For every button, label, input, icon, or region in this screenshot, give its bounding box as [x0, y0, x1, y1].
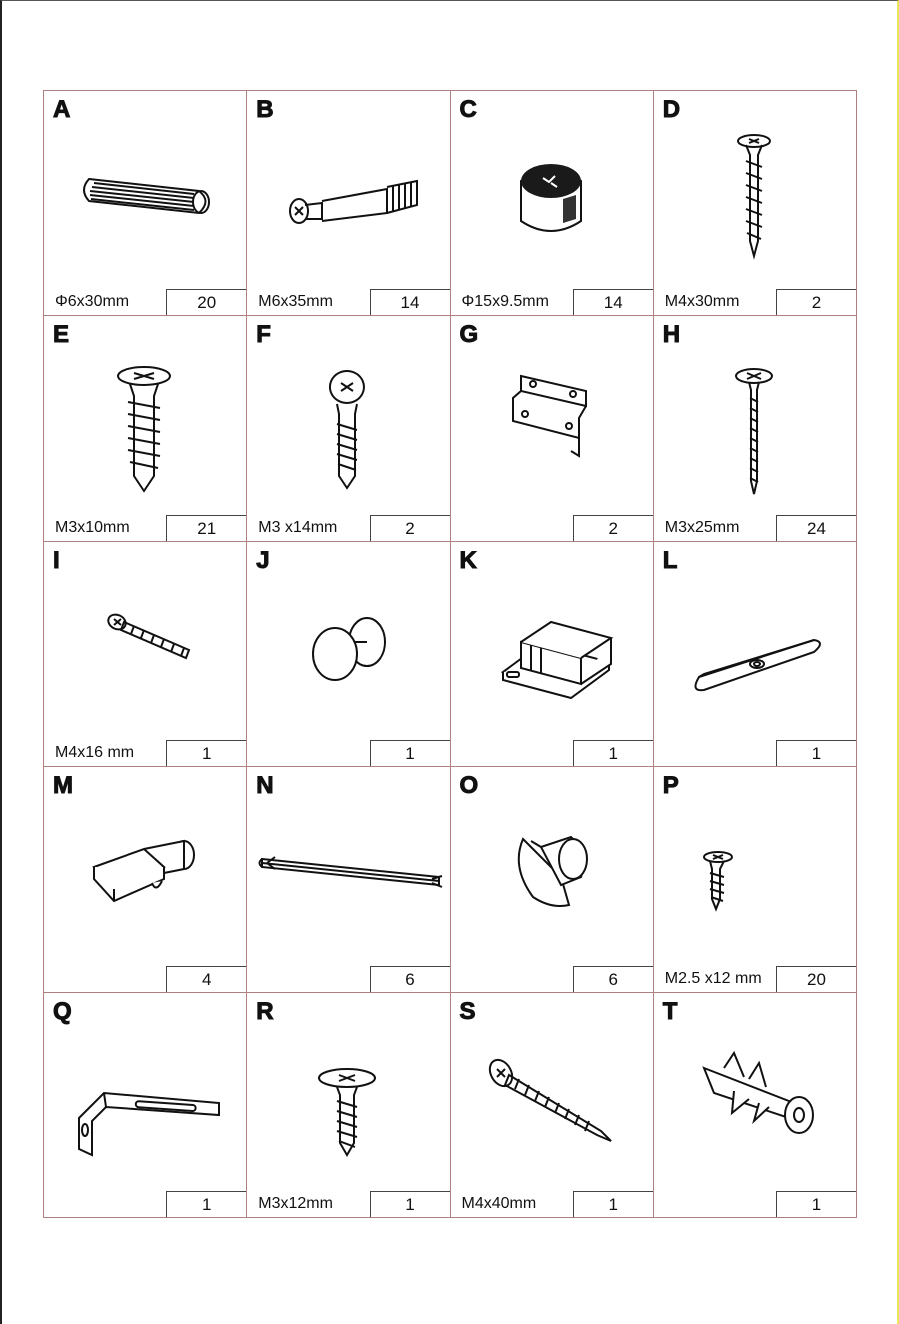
part-quantity: 1 [166, 1191, 246, 1217]
cam-lock-nut-icon [451, 121, 654, 286]
part-quantity: 1 [166, 740, 246, 766]
part-letter: O [459, 772, 479, 800]
part-quantity: 14 [573, 289, 653, 315]
part-quantity: 6 [573, 966, 653, 992]
part-letter: E [53, 321, 70, 349]
part-letter: K [459, 546, 477, 574]
part-cell-g [451, 316, 654, 541]
part-quantity: 21 [166, 515, 246, 541]
part-letter: C [459, 96, 477, 123]
long-screw-icon [654, 121, 857, 286]
part-quantity: 1 [776, 1191, 856, 1217]
part-cell-f [247, 316, 450, 541]
part-letter: B [256, 96, 274, 123]
part-letter: F [256, 321, 271, 349]
part-letter: Q [53, 997, 72, 1025]
part-size: M4x40mm [461, 1194, 537, 1212]
knob-icon [247, 572, 450, 737]
part-letter: D [662, 96, 681, 123]
part-letter: T [662, 997, 678, 1025]
part-quantity: 1 [370, 740, 450, 766]
part-quantity: 1 [370, 1191, 450, 1217]
part-cell-e [44, 316, 247, 541]
part-quantity: 6 [370, 966, 450, 992]
part-cell-t [654, 993, 857, 1218]
part-size: M3x10mm [55, 518, 130, 536]
part-letter: N [256, 772, 274, 800]
part-quantity: 1 [573, 740, 653, 766]
part-cell-p [654, 767, 857, 992]
magnetic-catch-icon [451, 572, 654, 737]
part-quantity: 20 [166, 289, 246, 315]
metal-plate-icon [654, 572, 857, 737]
wafer-head-screw-icon [247, 1023, 450, 1188]
part-cell-k [451, 542, 654, 767]
part-size: Φ15x9.5mm [461, 293, 549, 311]
part-letter: P [662, 772, 679, 800]
part-cell-d [654, 91, 857, 316]
part-quantity: 14 [370, 289, 450, 315]
part-quantity: 24 [776, 515, 856, 541]
part-cell-c [451, 91, 654, 316]
part-letter: J [256, 546, 270, 574]
part-letter: R [256, 997, 274, 1025]
part-cell-j [247, 542, 450, 767]
z-bracket-icon [451, 346, 654, 511]
part-cell-h [654, 316, 857, 541]
shelf-support-icon [44, 797, 247, 962]
part-cell-s [451, 993, 654, 1218]
pin-icon [247, 797, 450, 962]
part-cell-o [451, 767, 654, 992]
part-size: M4x16 mm [55, 744, 135, 762]
part-cell-l [654, 542, 857, 767]
thin-screw-icon [654, 346, 857, 511]
part-quantity: 2 [370, 515, 450, 541]
part-letter: A [53, 96, 71, 123]
part-cell-m [44, 767, 247, 992]
wall-anchor-icon [654, 1023, 857, 1188]
part-size: M2.5 x12 mm [664, 969, 762, 987]
part-letter: I [53, 546, 60, 574]
short-wood-screw-icon [44, 346, 247, 511]
part-size: M6x35mm [258, 293, 333, 311]
wood-dowel-icon [44, 121, 247, 286]
part-size: M3x12mm [258, 1194, 333, 1212]
part-size: M3x25mm [664, 518, 740, 536]
part-cell-n [247, 767, 450, 992]
part-quantity: 1 [573, 1191, 653, 1217]
part-letter: M [53, 772, 73, 800]
part-quantity: 20 [776, 966, 856, 992]
part-letter: S [459, 997, 476, 1025]
part-letter: G [459, 321, 479, 349]
part-quantity: 2 [776, 289, 856, 315]
part-cell-a [44, 91, 247, 316]
glide-icon [451, 797, 654, 962]
hardware-grid [43, 90, 857, 1218]
part-cell-i [44, 542, 247, 767]
part-quantity: 4 [166, 966, 246, 992]
pan-head-screw-icon [247, 346, 450, 511]
part-quantity: 1 [776, 740, 856, 766]
part-letter: H [662, 321, 681, 349]
part-cell-b [247, 91, 450, 316]
cam-bolt-icon [247, 121, 450, 286]
angled-screw-icon [451, 1023, 654, 1188]
part-letter: L [662, 546, 678, 574]
part-quantity: 2 [573, 515, 653, 541]
small-screw-icon [654, 797, 857, 962]
part-size: M4x30mm [664, 293, 740, 311]
l-bracket-icon [44, 1023, 247, 1188]
machine-screw-icon [44, 572, 247, 737]
part-cell-q [44, 993, 247, 1218]
part-size: Φ6x30mm [55, 293, 130, 311]
part-cell-r [247, 993, 450, 1218]
part-size: M3 x14mm [258, 518, 338, 536]
